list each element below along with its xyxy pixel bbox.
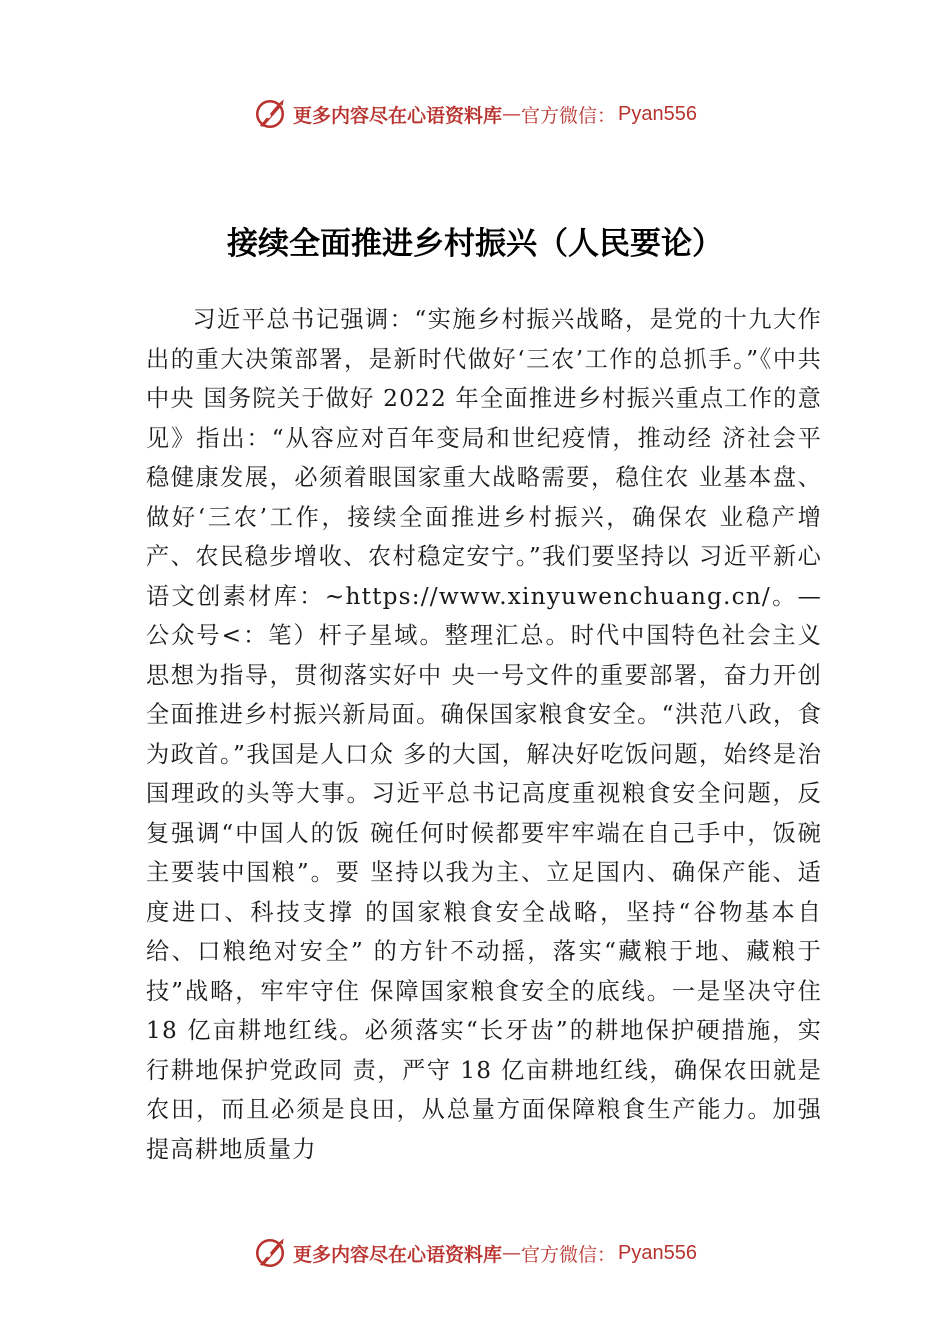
quill-pen-icon <box>253 97 287 131</box>
banner-main-text: 更多内容尽在心语资料库 <box>293 104 503 127</box>
quill-pen-icon <box>253 1236 287 1270</box>
header-banner <box>0 94 950 134</box>
banner-wechat-id: Pyan556 <box>618 102 697 125</box>
banner-separator: — <box>502 1242 522 1264</box>
article-title: 接续全面推进乡村振兴（人民要论） <box>227 226 723 262</box>
banner-separator: — <box>502 103 522 125</box>
banner-wechat-label: 官方微信： <box>521 104 617 127</box>
banner-main-text: 更多内容尽在心语资料库 <box>293 1243 503 1266</box>
article-body: 习近平总书记强调：“实施乡村振兴战略，是党的十九大作出的重大决策部署，是新时代做好‘三农’工作的总抓手。”《中共中央 国务院关于做好 2022 年全面推进乡村振兴重点工作的意见》指出：“从容应对百年变局和世纪疫情，推动经 济社会平稳健康发展，必须着眼国家重大战略需要，稳住农 业基本盘、做好‘三农’工作，接续全面推进乡村振兴，确保农 业稳产增产、农民稳步增收、农村稳定安宁。”我们要坚持以 习近平新心语文创素材库：~https://www.xinyuwenchuang.cn/。—公众号<：笔）杆子星域。整理汇总。时代中国特色社会主义思想为指导，贯彻落实好中 央一号文件的重要部署，奋力开创全面推进乡村振兴新局面。确保国家粮食安全。“洪范八政，食为政首。”我国是人口众 多的大国，解决好吃饭问题，始终是治国理政的头等大事。习近平总书记高度重视粮食安全问题，反复强调“中国人的饭 碗任何时候都要牢牢端在自己手中，饭碗主要装中国粮”。要 坚持以我为主、立足国内、确保产能、适度进口、科技支撑 的国家粮食安全战略，坚持“谷物基本自给、口粮绝对安全” 的方针不动摇，落实“藏粮于地、藏粮于技”战略，牢牢守住 保障国家粮食安全的底线。一是坚决守住 18 亿亩耕地红线。必须落实“长牙齿”的耕地保护硬措施，实行耕地保护党政同 责，严守 18 亿亩耕地红线，确保农田就是农田，而且必须是良田，从总量方面保障粮食生产能力。加强提高耕地质量力 <box>146 306 822 1163</box>
banner-wechat-label: 官方微信： <box>521 1243 617 1266</box>
footer-banner <box>0 1233 950 1273</box>
banner-wechat-id: Pyan556 <box>618 1241 697 1264</box>
